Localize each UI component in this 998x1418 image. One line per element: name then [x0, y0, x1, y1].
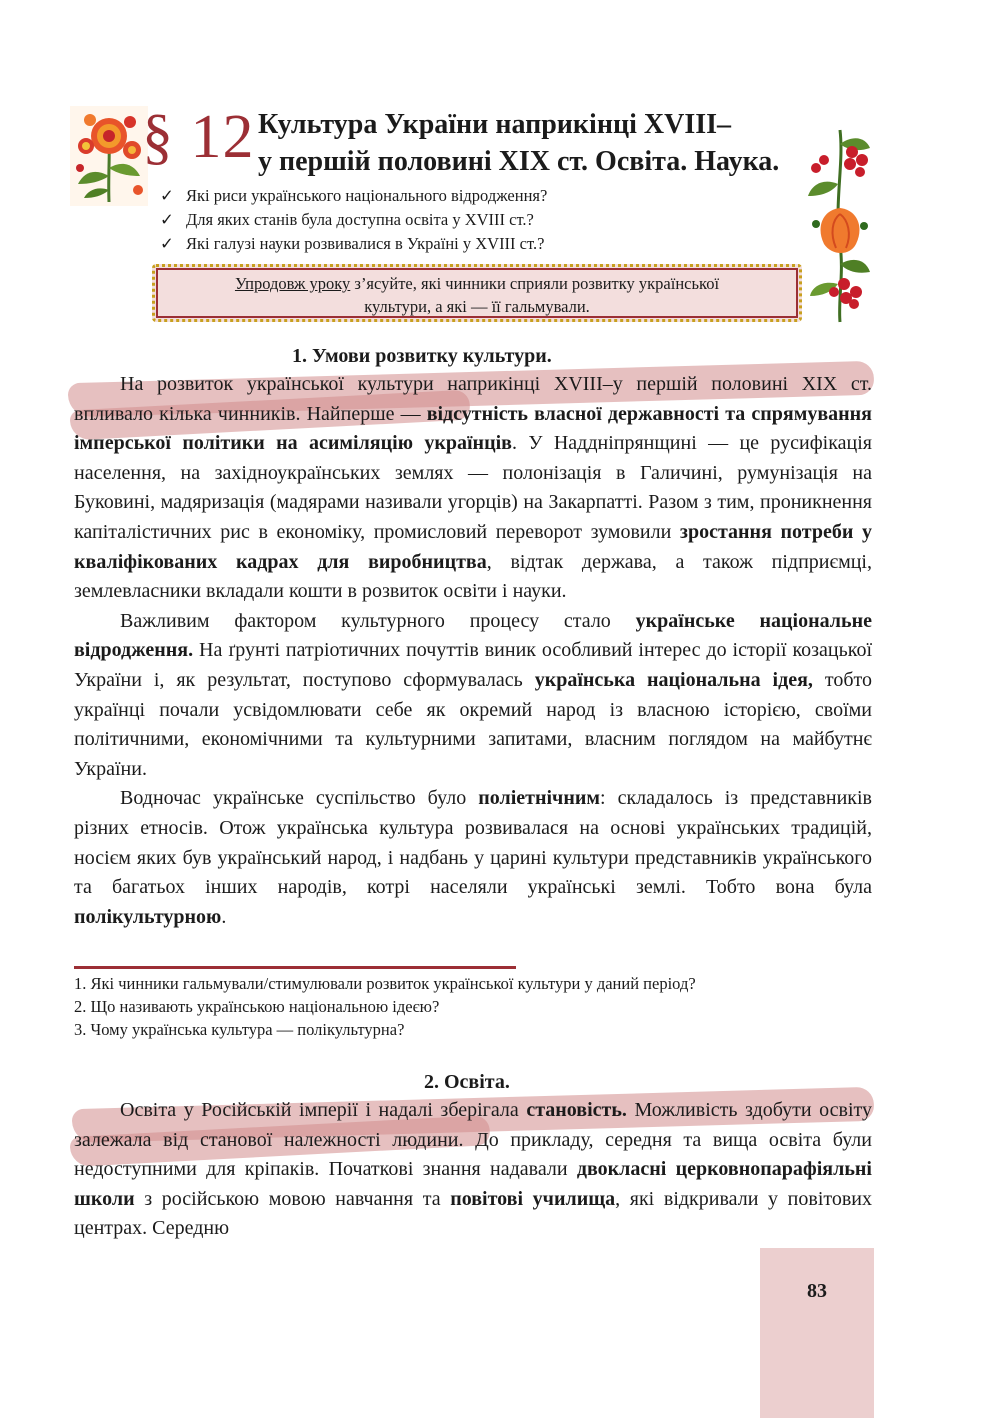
key-term: повітові училища: [450, 1187, 616, 1210]
paragraph: На розвиток української культури наприкінці XVIII–у першій половині XIX ст. впливало кілька чинників. Найперше — відсутність власної державності та спрямування імперської політики на асиміляцію українців. У Наддніпрянщині — це русифікація населення, на західноукраїнських землях — полонізація в Галичині, румунізація на Буковині, мадяризація (мадярами називали угорців) на Закарпатті. Разом з тим, проникнення капіталістичних рис в економіку, промисловий переворот зумовили зростання потреби у кваліфікованих кадрах для виробництва, відтак держава, а також підприємці, землевласники вкладали кошти в розвиток освіти і науки.: [74, 373, 873, 603]
key-term: українське національне відродження.: [74, 609, 872, 662]
paragraph: Важливим фактором культурного процесу стало українське національне відродження. На ґрунті патріотичних почуттів виник особливий інтерес до історії козацької України і, як результат, поступово сформувалась українська національна ідея, тобто українці почали усвідомлювати себе як окремий народ із власною історією, своїми політичними, економічними та культурними запитами, власним поглядом на майбутнє України.: [74, 609, 872, 780]
paragraph: Освіта у Російській імперії і надалі зберігала становість. Можливість здобути освіту залежала від станової належності людини. До прикладу, середня та вища освіта були недоступними для кріпаків. Початкові знання надавали двокласні церковнопарафіяльні школи з російською мовою навчання та повітові училища, які відкривали у повітових центрах. Середню: [74, 1099, 873, 1240]
section-title-line2: у першій половині XIX ст. Освіта. Наука.: [258, 146, 780, 177]
section-number: § 12: [142, 103, 255, 171]
key-term: зростання потреби у кваліфікованих кадрах для виробництва: [74, 520, 872, 573]
key-term: становість.: [526, 1099, 627, 1121]
key-term: двокласні церковнопарафіяльні школи: [74, 1158, 872, 1210]
lesson-task-box: [152, 264, 802, 322]
review-question: 1. Які чинники гальмували/стимулювали розвиток української культури у даний період?: [74, 974, 696, 993]
lesson-task-text: з’ясуйте, які чинники сприяли розвитку української: [350, 274, 720, 293]
lesson-task-lead: Упродовж уроку: [234, 274, 351, 293]
checkmark-icon: ✓: [160, 210, 174, 229]
checkmark-icon: ✓: [160, 186, 174, 205]
flower-ornament-left: [70, 106, 148, 206]
divider: [74, 966, 516, 969]
key-term: поліетнічним: [478, 787, 600, 810]
paragraph: Водночас українське суспільство було поліетнічним: складалось із представників різних етносів. Отож українська культура розвивалася на основі українських традицій, носієм яких був український народ, і надбань у царині культури представників українського та багатьох інших народів, котрі населяли українські землі. Тобто вона була полікультурною.: [74, 787, 872, 928]
review-question: 3. Чому українська культура — полікультурна?: [74, 1020, 405, 1039]
question-item: ✓ Які риси українського національного відродження?: [160, 184, 547, 208]
section-body: [74, 1096, 872, 1244]
checkmark-icon: ✓: [160, 234, 174, 253]
section-heading: 2. Освіта.: [424, 1071, 510, 1093]
question-item: ✓ Для яких станів була доступна освіта у XVIII ст.?: [160, 208, 547, 232]
question-item: ✓ Які галузі науки розвивалися в Україні у XVIII ст.?: [160, 232, 547, 256]
page-number: 83: [807, 1280, 827, 1302]
key-term: українська національна ідея,: [534, 668, 813, 691]
section-body: [74, 370, 872, 932]
review-question: 2. Що називають українською національною ідеєю?: [74, 997, 440, 1016]
guiding-questions: [160, 184, 547, 256]
key-term: відсутність власної державності та спрямування імперської політики на асиміляцію українців: [74, 402, 873, 455]
section-title-line1: Культура України наприкінці XVIII–: [258, 109, 732, 140]
review-questions: [74, 972, 696, 1041]
lesson-task-text-line2: культури, а які — її гальмували.: [364, 297, 590, 316]
section-heading: 1. Умови розвитку культури.: [292, 345, 552, 367]
key-term: полікультурною: [74, 905, 222, 928]
section-title: [258, 106, 779, 180]
page-number-tab: [760, 1248, 874, 1418]
flower-ornament-right: [804, 124, 874, 324]
